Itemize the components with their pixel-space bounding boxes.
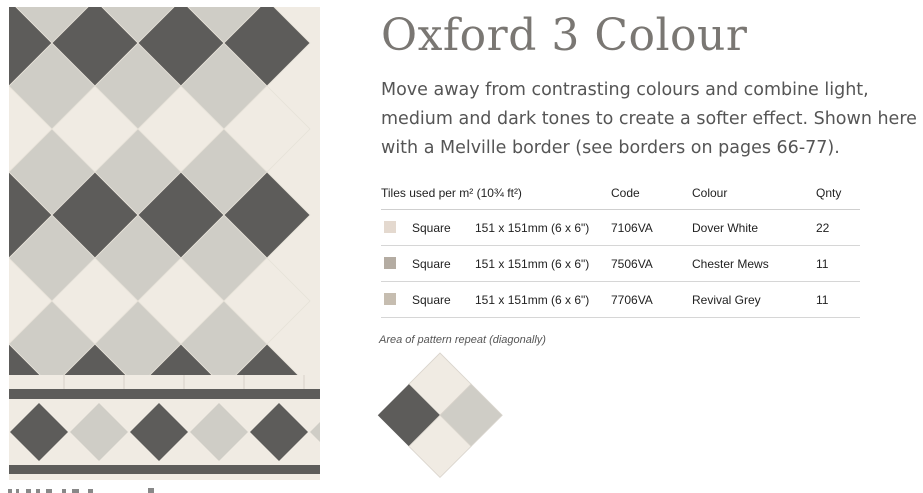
tile-type: Square xyxy=(412,293,451,307)
tile-code: 7106VA xyxy=(611,221,653,235)
tile-type: Square xyxy=(412,257,451,271)
tile-type: Square xyxy=(412,221,451,235)
tile-qnty: 22 xyxy=(816,221,830,235)
pattern-repeat-caption: Area of pattern repeat (diagonally) xyxy=(379,334,546,346)
page-title: Oxford 3 Colour xyxy=(381,10,748,61)
tile-code: 7706VA xyxy=(611,293,653,307)
tile-colour: Chester Mews xyxy=(692,257,769,271)
intro-paragraph: Move away from contrasting colours and combine light, medium and dark tones to create a softer effect. Shown here with a Melville border (see borders on pages 66-77). xyxy=(381,80,917,158)
floor-tile-pattern-image xyxy=(9,7,320,480)
colour-swatch xyxy=(384,257,396,269)
colour-swatch xyxy=(384,293,396,305)
tile-colour: Revival Grey xyxy=(692,293,761,307)
tile-colour: Dover White xyxy=(692,221,759,235)
header-code: Code xyxy=(611,186,640,200)
pattern-repeat-diagram xyxy=(375,351,505,481)
tile-qnty: 11 xyxy=(816,257,829,271)
header-tiles-used: Tiles used per m² (10¾ ft²) xyxy=(381,186,522,200)
tile-size: 151 x 151mm (6 x 6") xyxy=(475,257,590,271)
header-colour: Colour xyxy=(692,186,728,200)
tile-size: 151 x 151mm (6 x 6") xyxy=(475,293,590,307)
table-row xyxy=(381,282,860,318)
tile-code: 7506VA xyxy=(611,257,653,271)
header-qnty: Qnty xyxy=(816,186,842,200)
table-row xyxy=(381,246,860,282)
table-row xyxy=(381,210,860,246)
tile-qnty: 11 xyxy=(816,293,829,307)
tile-size: 151 x 151mm (6 x 6") xyxy=(475,221,590,235)
colour-swatch xyxy=(384,221,396,233)
tiles-table xyxy=(381,179,860,318)
cropped-footnote-fragment xyxy=(8,485,158,493)
table-header xyxy=(381,179,860,210)
